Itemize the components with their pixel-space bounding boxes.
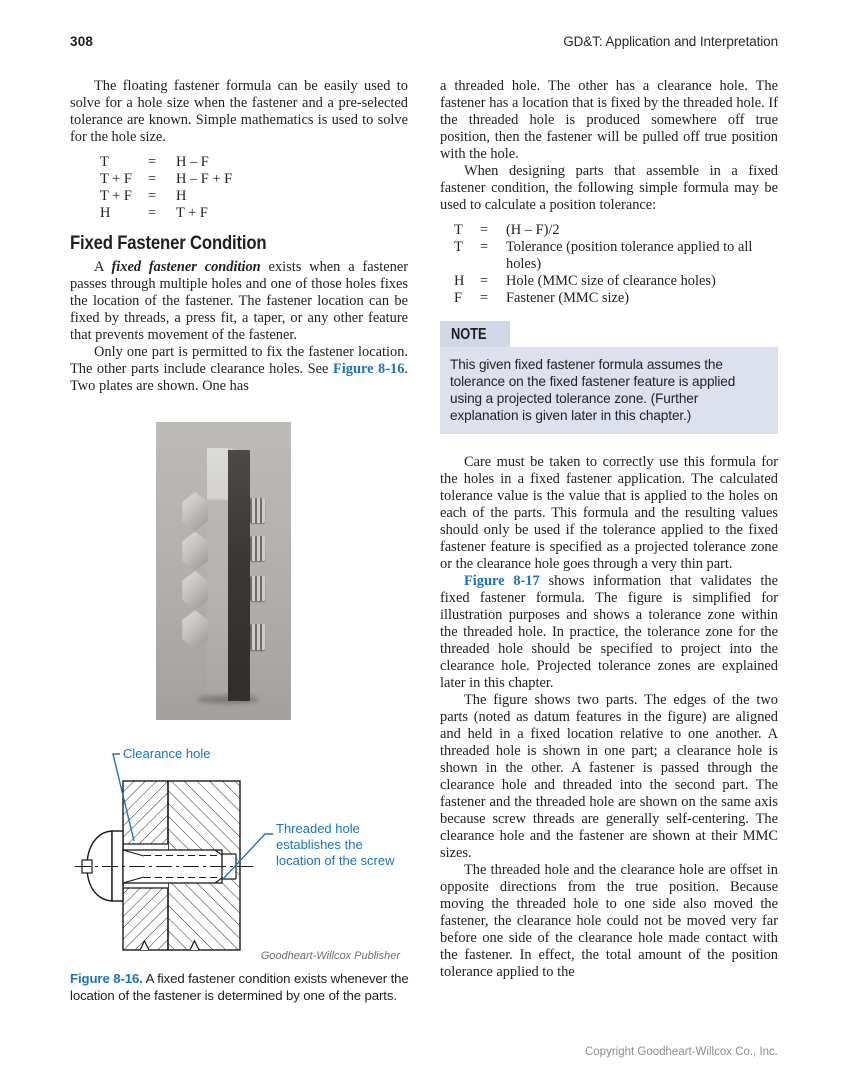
figure-caption-label: Figure 8-16. [70, 971, 143, 986]
paragraph: The floating fastener formula can be easily used to solve for a hole size when the fastener and a pre-selected tolerance are known. Simple mathematics is used to solve for the hole size. [70, 78, 408, 145]
emphasized-term: fixed fastener condition [111, 259, 261, 275]
formula-row: T = H – F [100, 154, 209, 170]
back-plate [228, 450, 250, 700]
paragraph: The threaded hole and the clearance hole are offset in opposite directions from the true position. Because moving the threaded hole to one side also moved the fastener, the clearance hole could not be moved very far before one side of the clearance hole made contact with the fastener. In effect, the total amount of the position tolerance applied to the [440, 862, 778, 980]
threaded-hole-label-line1: Threaded hole [276, 821, 360, 836]
formula-row: F = Fastener (MMC size) [454, 290, 630, 306]
threaded-stud [250, 624, 266, 650]
note-box [440, 321, 778, 434]
paragraph: a threaded hole. The other has a clearance hole. The fastener has a location that is fixed by the threaded hole. If the threaded hole is produced somewhere off true position, then the fastener will be pulled off true position with the hole. [440, 78, 778, 162]
formula-row: H = Hole (MMC size of clearance holes) [454, 273, 716, 289]
paragraph: When designing parts that assemble in a fixed fastener condition, the following simple formula may be used to calculate a position tolerance: [440, 163, 778, 213]
running-header [70, 34, 778, 49]
bolt-head [182, 571, 208, 610]
front-plate [207, 448, 229, 700]
fixed-fastener-formulas [440, 222, 778, 307]
formula-row: T = (H – F)/2 [454, 222, 560, 238]
running-title: GD&T: Application and Interpretation [563, 34, 778, 49]
note-tab: NOTE [440, 321, 510, 347]
paragraph: A fixed fastener condition exists when a fastener passes through multiple holes and one of those holes fixes the location of the fastener. The fastener location can be fixed by threads, a press fit, a taper, or any other feature that prevents movement of the fastener. [70, 259, 409, 343]
figure-credit: Goodheart-Willcox Publisher [260, 950, 400, 962]
threaded-stud [250, 576, 266, 602]
clearance-hole-label: Clearance hole [123, 746, 211, 761]
figure-caption [70, 971, 410, 1004]
formula-row: T = Tolerance (position tolerance applied to all holes) [454, 239, 753, 272]
figure-8-16-reference[interactable]: Figure 8-16 [332, 361, 405, 377]
left-column [70, 78, 408, 395]
fixed-fastener-photo [156, 422, 291, 720]
paragraph: The figure shows two parts. The edges of the two parts (noted as datum features in the figure) are aligned and held in a fixed location relative to one another. A threaded hole is shown in one part; a clearance hole is shown in the other. A fastener is passed through the clearance hole and threaded into the second part. The fastener and the threaded hole are shown on the same axis because screw threads are generally self-centering. The clearance hole and the fastener are shown at their MMC sizes. [440, 692, 778, 861]
fixed-fastener-diagram [70, 743, 415, 967]
right-column [440, 78, 778, 981]
formula-row: T + F = H [100, 188, 187, 204]
paragraph: Figure 8-17 shows information that validates the fixed fastener formula. The figure is simplified for illustration purposes and shows a tolerance zone within the threaded hole. In practice, the tolerance zone for the threaded hole should be specified to project into the clearance hole. Projected tolerance zones are explained later in this chapter. [440, 573, 778, 691]
threaded-hole-label-line2: establishes the [276, 837, 363, 852]
note-body: This given fixed fastener formula assumes the tolerance on the fixed fastener feature is applied using a projected tolerance zone. (Further explanation is given later in this chapter.) [440, 347, 778, 434]
figure-caption-text: A fixed fastener condition exists whenever the location of the fastener is determined by one of the parts. [70, 971, 409, 1003]
formula-row: H = T + F [100, 205, 208, 221]
formula-row: T + F = H – F + F [100, 171, 233, 187]
figure-8-17-reference[interactable]: Figure 8-17 [464, 573, 540, 589]
copyright-line: Copyright Goodheart-Willcox Co., Inc. [584, 1046, 778, 1058]
bolt-head [182, 492, 208, 531]
cross-section-drawing [70, 743, 415, 967]
paragraph: Care must be taken to correctly use this formula for the holes in a fixed fastener application. The calculated tolerance value is the value that is applied to the holes on each of the parts. This formula and the resulting values should only be used if the tolerance applied to the fixed fastener feature is specified as a projected tolerance zone or the clearance hole goes through a very thin part. [440, 454, 778, 572]
floating-fastener-formulas [70, 154, 408, 222]
photo-shadow [197, 695, 259, 704]
bolt-head [182, 610, 208, 649]
section-heading: Fixed Fastener Condition [70, 233, 267, 254]
bolt-head [182, 532, 208, 571]
page-number: 308 [70, 34, 94, 49]
threaded-hole-label-line3: location of the screw [276, 853, 395, 868]
threaded-stud [250, 536, 266, 562]
paragraph: Only one part is permitted to fix the fastener location. The other parts include clearance holes. See Figure 8-16. Two plates are shown. One has [70, 344, 408, 394]
threaded-stud [250, 498, 266, 524]
